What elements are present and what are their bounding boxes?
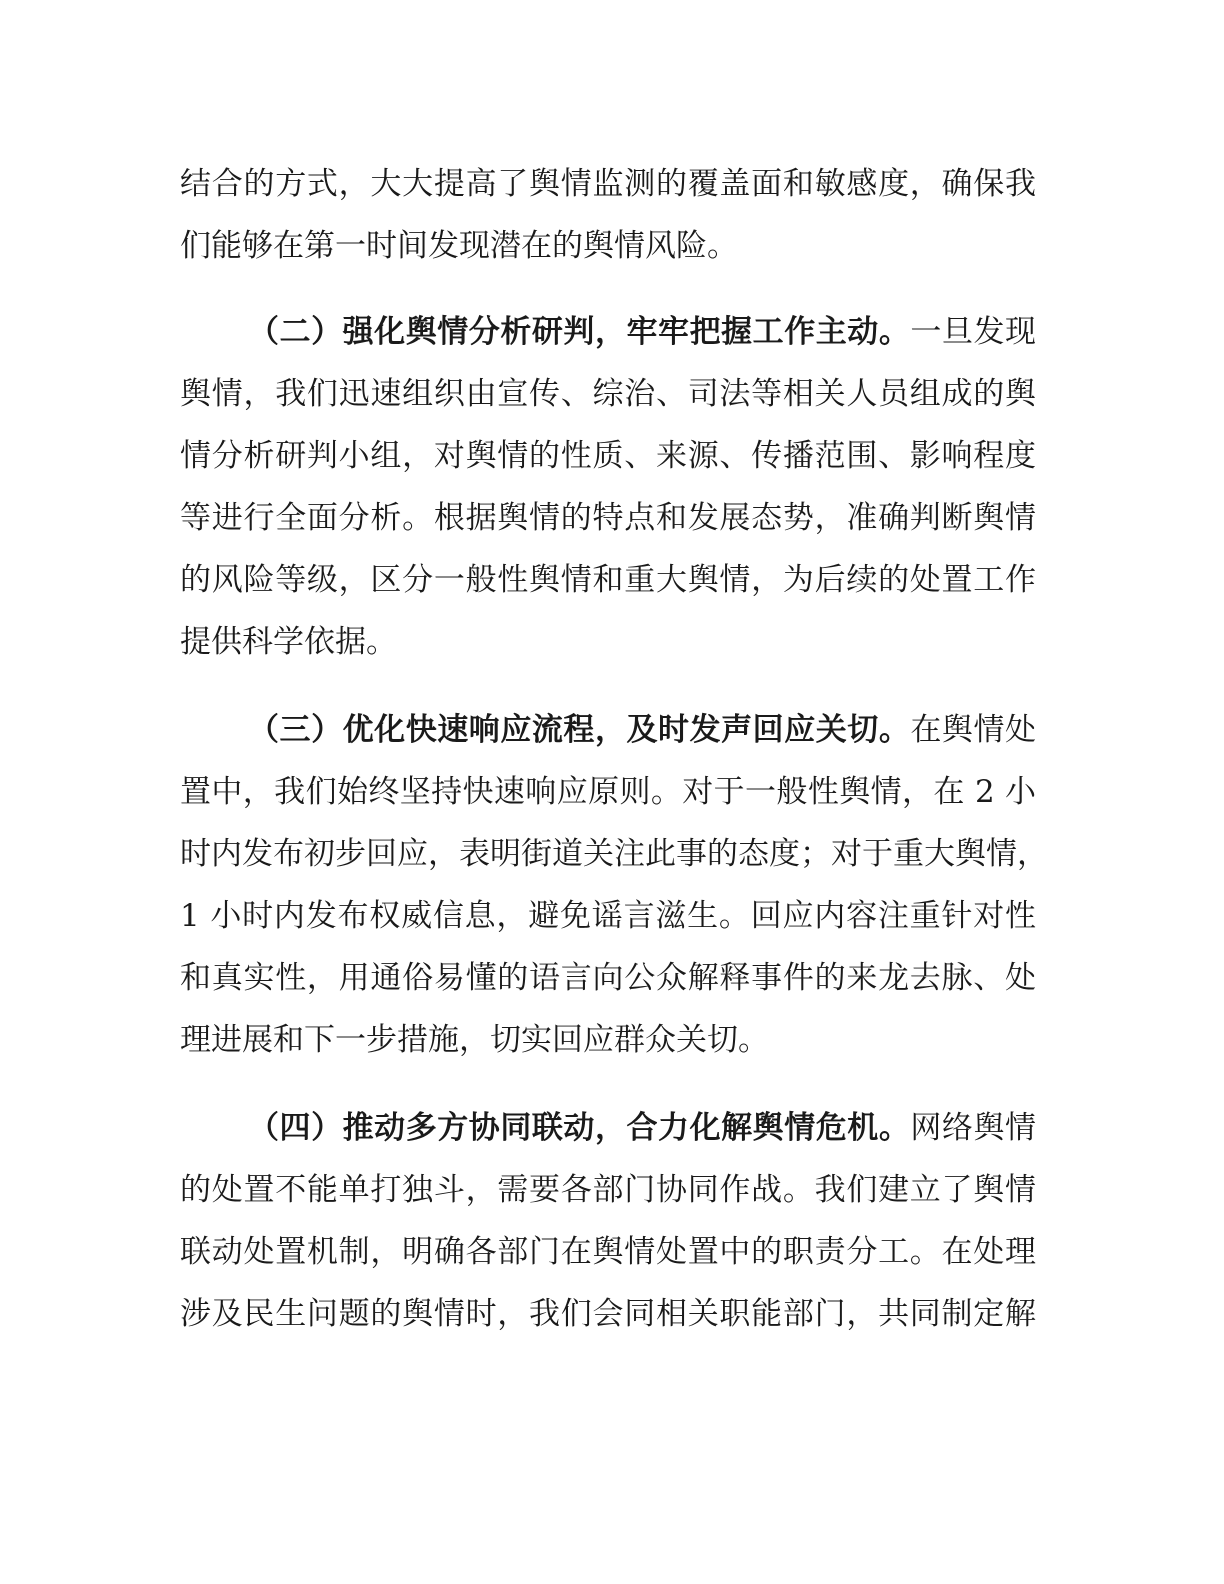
paragraph-text: 在舆情处 [910,712,1036,748]
paragraph-line: 理进展和下一步措施，切实回应群众关切。 [180,1022,769,1058]
paragraph-text: 一旦发现 [910,314,1036,350]
paragraph-line: 和真实性，用通俗易懂的语言向公众解释事件的来龙去脉、处 [180,960,1036,996]
section-heading-line [248,308,1036,356]
paragraph-line: 1 小时内发布权威信息，避免谣言滋生。回应内容注重针对性 [180,898,1036,934]
paragraph-line: 结合的方式，大大提高了舆情监测的覆盖面和敏感度，确保我 [180,166,1036,202]
paragraph-line: 情分析研判小组，对舆情的性质、来源、传播范围、影响程度 [180,438,1036,474]
section-heading-line [248,1104,1036,1152]
section-heading: （三）优化快速响应流程，及时发声回应关切。 [248,712,911,748]
section-heading-line [248,706,1036,754]
paragraph-line: 的风险等级，区分一般性舆情和重大舆情，为后续的处置工作 [180,562,1036,598]
paragraph-line: 等进行全面分析。根据舆情的特点和发展态势，准确判断舆情 [180,500,1036,536]
paragraph-line: 涉及民生问题的舆情时，我们会同相关职能部门，共同制定解 [180,1296,1036,1332]
paragraph-line: 提供科学依据。 [180,624,397,660]
section-heading: （四）推动多方协同联动，合力化解舆情危机。 [248,1110,911,1146]
paragraph-line: 联动处置机制，明确各部门在舆情处置中的职责分工。在处理 [180,1234,1036,1270]
paragraph-line: 们能够在第一时间发现潜在的舆情风险。 [180,228,738,264]
paragraph-line: 的处置不能单打独斗，需要各部门协同作战。我们建立了舆情 [180,1172,1036,1208]
paragraph-line: 置中，我们始终坚持快速响应原则。对于一般性舆情，在 2 小 [180,774,1036,810]
paragraph-line: 时内发布初步回应，表明街道关注此事的态度；对于重大舆情， [180,836,1048,872]
paragraph-line: 舆情，我们迅速组织由宣传、综治、司法等相关人员组成的舆 [180,376,1036,412]
paragraph-text: 网络舆情 [910,1110,1036,1146]
section-heading: （二）强化舆情分析研判，牢牢把握工作主动。 [248,314,911,350]
